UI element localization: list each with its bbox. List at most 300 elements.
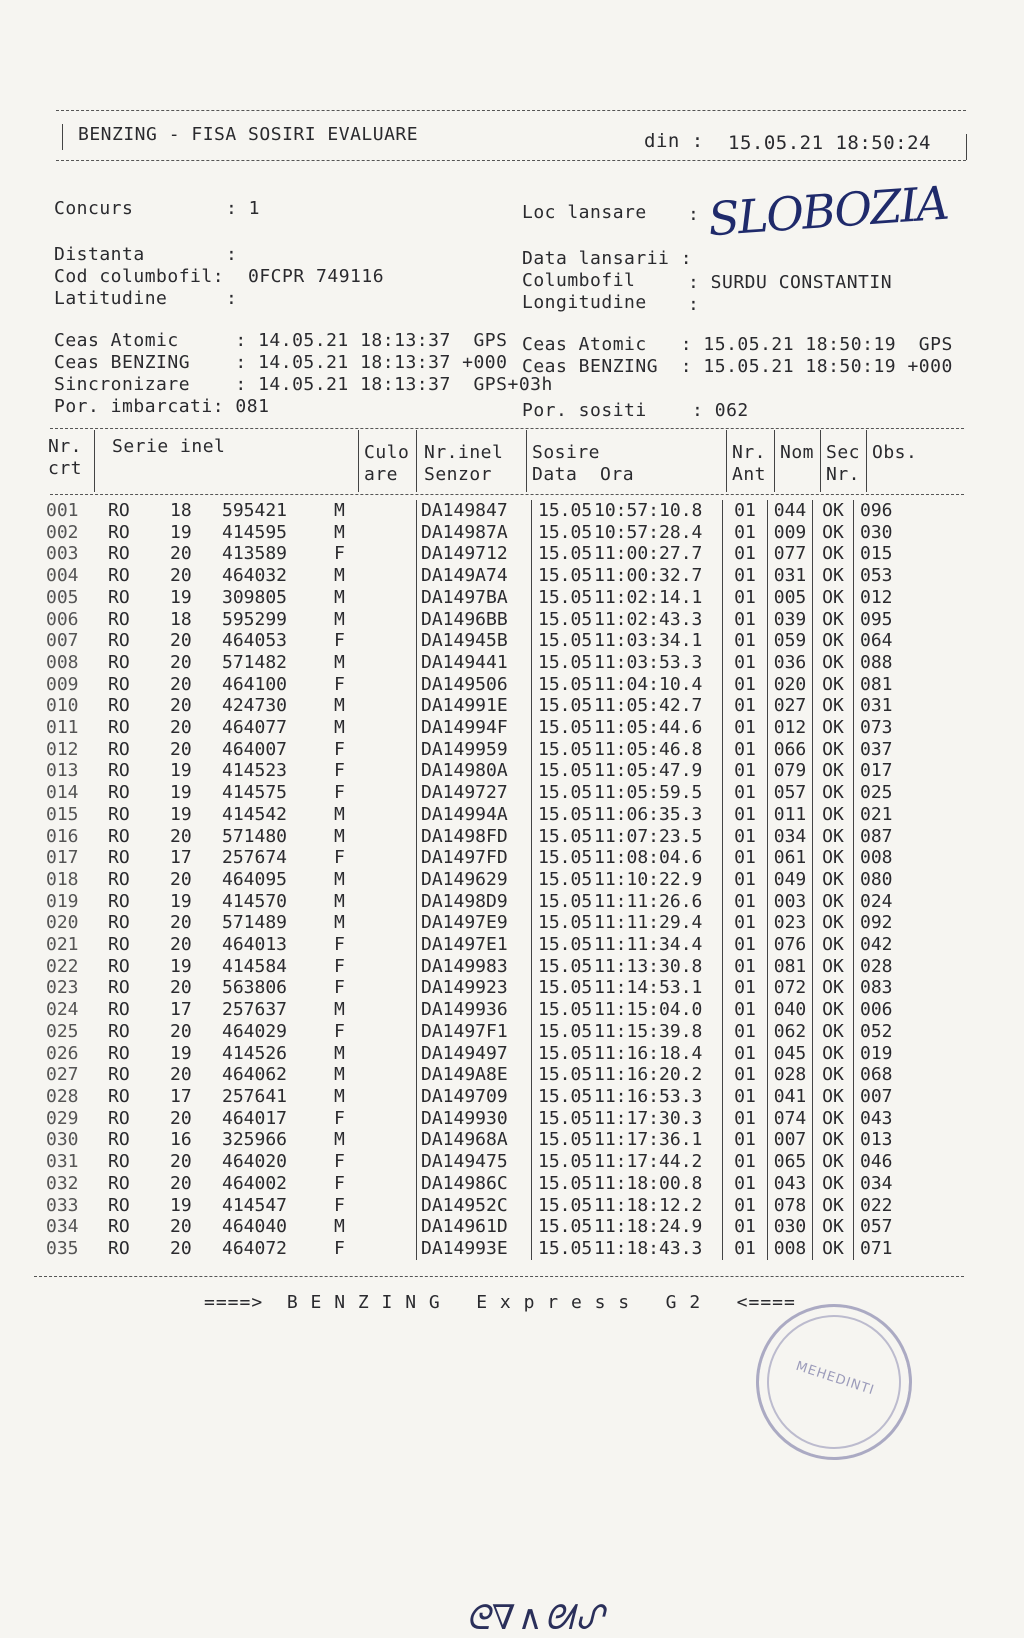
ceas-benzing-start: Ceas BENZING : 14.05.21 18:13:37 +000 — [54, 352, 508, 373]
col-divider — [774, 430, 775, 492]
sector-status: OK — [813, 1238, 854, 1260]
nominated-rank: 079 — [768, 760, 813, 782]
ring-country: RO — [108, 1237, 130, 1259]
observation: 006 — [854, 999, 921, 1021]
sensor-id: DA149959 — [417, 739, 532, 761]
nominated-rank: 009 — [768, 522, 813, 544]
nominated-rank: 005 — [768, 587, 813, 609]
sector-status: OK — [813, 1151, 854, 1173]
ring-year: 19 — [170, 782, 192, 804]
col-divider — [820, 430, 821, 492]
sensor-id: DA1498D9 — [417, 891, 532, 913]
arrival-date: 15.05 — [532, 1173, 595, 1195]
sector-status: OK — [813, 1064, 854, 1086]
ring-year: 20 — [170, 565, 192, 587]
header-right-bar — [966, 134, 967, 160]
pigeon-sex: F — [334, 1151, 345, 1173]
row-number: 027 — [46, 1064, 79, 1086]
pigeon-sex: M — [334, 1042, 345, 1064]
arrival-date: 15.05 — [532, 565, 595, 587]
table-row — [46, 912, 920, 934]
pigeon-color — [398, 826, 417, 848]
antenna-number: 01 — [723, 652, 768, 674]
pigeon-color — [398, 674, 417, 696]
col-divider — [358, 430, 359, 492]
pigeon-sex: F — [334, 630, 345, 652]
table-row — [46, 1021, 920, 1043]
pigeon-sex: F — [334, 955, 345, 977]
row-number: 029 — [46, 1107, 79, 1129]
table-row — [46, 826, 920, 848]
arrival-time: 11:16:20.2 — [594, 1064, 703, 1086]
sensor-id: DA1497BA — [417, 587, 532, 609]
arrival-date: 15.05 — [532, 912, 595, 934]
observation: 021 — [854, 804, 921, 826]
ring-year: 20 — [170, 1172, 192, 1194]
col-nr-crt: Nr. crt — [48, 436, 83, 479]
arrival-date: 15.05 — [532, 760, 595, 782]
ring-country: RO — [108, 695, 130, 717]
arrival-time: 11:14:53.1 — [594, 977, 703, 999]
table-row — [46, 609, 920, 631]
ring-number: 464029 — [222, 1020, 288, 1042]
nominated-rank: 012 — [768, 717, 813, 739]
ceas-atomic-end: Ceas Atomic : 15.05.21 18:50:19 GPS — [522, 334, 953, 355]
observation: 083 — [854, 977, 921, 999]
antenna-number: 01 — [723, 609, 768, 631]
ring-number: 424730 — [222, 695, 288, 717]
row-number: 002 — [46, 521, 79, 543]
pigeon-color — [398, 565, 417, 587]
arrival-time: 11:18:12.2 — [594, 1194, 703, 1216]
ring-number: 595299 — [222, 608, 288, 630]
row-number: 016 — [46, 825, 79, 847]
ring-year: 19 — [170, 1194, 192, 1216]
columbofil-label: Columbofil — [522, 270, 636, 291]
nominated-rank: 036 — [768, 652, 813, 674]
arrival-date: 15.05 — [532, 1064, 595, 1086]
sensor-id: DA1497F1 — [417, 1021, 532, 1043]
arrival-time: 11:03:53.3 — [594, 651, 703, 673]
row-number: 005 — [46, 586, 79, 608]
ring-year: 20 — [170, 912, 192, 934]
ring-year: 20 — [170, 651, 192, 673]
nominated-rank: 031 — [768, 565, 813, 587]
pigeon-color — [398, 977, 417, 999]
row-number: 018 — [46, 868, 79, 890]
sensor-id: DA149727 — [417, 782, 532, 804]
ring-country: RO — [108, 760, 130, 782]
ring-year: 20 — [170, 934, 192, 956]
antenna-number: 01 — [723, 869, 768, 891]
arrival-time: 11:05:46.8 — [594, 738, 703, 760]
row-number: 028 — [46, 1085, 79, 1107]
table-row — [46, 565, 920, 587]
ring-year: 20 — [170, 1237, 192, 1259]
ring-year: 20 — [170, 673, 192, 695]
sector-status: OK — [813, 1216, 854, 1238]
header-left-bar — [62, 124, 63, 150]
row-number: 017 — [46, 847, 79, 869]
sector-status: OK — [813, 804, 854, 826]
sector-status: OK — [813, 782, 854, 804]
ring-country: RO — [108, 1194, 130, 1216]
sensor-id: DA14987A — [417, 522, 532, 544]
pigeon-sex: F — [334, 673, 345, 695]
sector-status: OK — [813, 652, 854, 674]
sector-status: OK — [813, 847, 854, 869]
observation: 064 — [854, 630, 921, 652]
pigeon-color — [398, 695, 417, 717]
pigeon-sex: M — [334, 651, 345, 673]
ring-year: 20 — [170, 868, 192, 890]
ring-country: RO — [108, 1085, 130, 1107]
pigeon-color — [398, 760, 417, 782]
ring-year: 20 — [170, 717, 192, 739]
sensor-id: DA149847 — [417, 500, 532, 522]
ring-country: RO — [108, 565, 130, 587]
observation: 095 — [854, 609, 921, 631]
sensor-id: DA149936 — [417, 999, 532, 1021]
ring-country: RO — [108, 1064, 130, 1086]
ring-country: RO — [108, 825, 130, 847]
nominated-rank: 049 — [768, 869, 813, 891]
pigeon-color — [398, 1173, 417, 1195]
ring-number: 309805 — [222, 586, 288, 608]
arrival-time: 11:11:29.4 — [594, 912, 703, 934]
sensor-id: DA149475 — [417, 1151, 532, 1173]
sensor-id: DA149A8E — [417, 1064, 532, 1086]
ring-country: RO — [108, 543, 130, 565]
table-row — [46, 1064, 920, 1086]
cod-value: 0FCPR 749116 — [248, 266, 385, 287]
header-top-border — [56, 110, 966, 111]
table-row — [46, 999, 920, 1021]
ring-number: 464013 — [222, 934, 288, 956]
nominated-rank: 028 — [768, 1064, 813, 1086]
pigeon-sex: M — [334, 717, 345, 739]
row-number: 007 — [46, 630, 79, 652]
observation: 012 — [854, 587, 921, 609]
arrival-time: 11:00:32.7 — [594, 565, 703, 587]
arrival-time: 11:11:26.6 — [594, 890, 703, 912]
sector-status: OK — [813, 1043, 854, 1065]
antenna-number: 01 — [723, 891, 768, 913]
ring-number: 464095 — [222, 868, 288, 890]
antenna-number: 01 — [723, 739, 768, 761]
sector-status: OK — [813, 869, 854, 891]
pigeon-sex: M — [334, 803, 345, 825]
observation: 057 — [854, 1216, 921, 1238]
ring-country: RO — [108, 803, 130, 825]
pigeon-color — [398, 1043, 417, 1065]
pigeon-sex: M — [334, 1064, 345, 1086]
arrival-date: 15.05 — [532, 782, 595, 804]
sector-status: OK — [813, 1195, 854, 1217]
pigeon-color — [398, 1021, 417, 1043]
sector-status: OK — [813, 891, 854, 913]
observation: 025 — [854, 782, 921, 804]
ring-year: 20 — [170, 738, 192, 760]
table-row — [46, 630, 920, 652]
concurs-value: : 1 — [226, 198, 261, 219]
col-divider — [94, 430, 95, 492]
pigeon-sex: F — [334, 543, 345, 565]
antenna-number: 01 — [723, 1021, 768, 1043]
sensor-id: DA14945B — [417, 630, 532, 652]
row-number: 034 — [46, 1216, 79, 1238]
table-row — [46, 1129, 920, 1151]
arrival-time: 11:08:04.6 — [594, 847, 703, 869]
observation: 087 — [854, 826, 921, 848]
pigeon-sex: F — [334, 760, 345, 782]
ring-year: 20 — [170, 630, 192, 652]
arrival-date: 15.05 — [532, 847, 595, 869]
pigeon-sex: F — [334, 1020, 345, 1042]
pigeon-sex: M — [334, 565, 345, 587]
table-row — [46, 1173, 920, 1195]
row-number: 022 — [46, 955, 79, 977]
sensor-id: DA149497 — [417, 1043, 532, 1065]
sensor-id: DA14961D — [417, 1216, 532, 1238]
sensor-id: DA149709 — [417, 1086, 532, 1108]
loc-lansare-label: Loc lansare — [522, 202, 647, 223]
sensor-id: DA14994A — [417, 804, 532, 826]
pigeon-sex: F — [334, 1237, 345, 1259]
arrival-time: 11:05:44.6 — [594, 717, 703, 739]
row-number: 004 — [46, 565, 79, 587]
arrival-date: 15.05 — [532, 609, 595, 631]
sensor-id: DA149A74 — [417, 565, 532, 587]
arrival-date: 15.05 — [532, 674, 595, 696]
pigeon-color — [398, 891, 417, 913]
concurs-label: Concurs — [54, 198, 134, 219]
nominated-rank: 081 — [768, 956, 813, 978]
nominated-rank: 059 — [768, 630, 813, 652]
ceas-atomic-start: Ceas Atomic : 14.05.21 18:13:37 GPS — [54, 330, 508, 351]
ring-country: RO — [108, 1216, 130, 1238]
ring-year: 19 — [170, 586, 192, 608]
ring-year: 18 — [170, 500, 192, 521]
sector-status: OK — [813, 912, 854, 934]
col-divider — [726, 430, 727, 492]
ring-country: RO — [108, 586, 130, 608]
col-culoare: Culo are — [364, 442, 410, 485]
sector-status: OK — [813, 1086, 854, 1108]
ring-year: 20 — [170, 543, 192, 565]
sensor-id: DA149506 — [417, 674, 532, 696]
col-sosire: Sosire Data Ora — [532, 442, 635, 485]
observation: 030 — [854, 522, 921, 544]
observation: 008 — [854, 847, 921, 869]
arrival-time: 11:05:47.9 — [594, 760, 703, 782]
sensor-id: DA14994F — [417, 717, 532, 739]
pigeon-sex: M — [334, 912, 345, 934]
antenna-number: 01 — [723, 1173, 768, 1195]
arrival-time: 11:17:30.3 — [594, 1107, 703, 1129]
antenna-number: 01 — [723, 912, 768, 934]
ring-number: 464032 — [222, 565, 288, 587]
sensor-id: DA149712 — [417, 543, 532, 565]
arrival-date: 15.05 — [532, 587, 595, 609]
table-row — [46, 543, 920, 565]
row-number: 032 — [46, 1172, 79, 1194]
pigeon-sex: M — [334, 999, 345, 1021]
row-number: 024 — [46, 999, 79, 1021]
ring-number: 571489 — [222, 912, 288, 934]
col-sec-nr: Sec Nr. — [826, 442, 861, 485]
arrival-date: 15.05 — [532, 977, 595, 999]
observation: 052 — [854, 1021, 921, 1043]
table-row — [46, 500, 920, 522]
porumbei-imbarcati: Por. imbarcati: 081 — [54, 396, 270, 417]
col-divider — [526, 430, 527, 492]
arrival-time: 11:18:43.3 — [594, 1237, 703, 1259]
nominated-rank: 023 — [768, 912, 813, 934]
arrivals-table-body — [46, 500, 920, 1260]
ring-number: 414584 — [222, 955, 288, 977]
sensor-id: DA149629 — [417, 869, 532, 891]
ring-country: RO — [108, 1020, 130, 1042]
arrival-date: 15.05 — [532, 652, 595, 674]
arrival-date: 15.05 — [532, 1216, 595, 1238]
table-row — [46, 977, 920, 999]
ring-country: RO — [108, 1129, 130, 1151]
ring-country: RO — [108, 651, 130, 673]
antenna-number: 01 — [723, 500, 768, 522]
antenna-number: 01 — [723, 1086, 768, 1108]
nominated-rank: 007 — [768, 1129, 813, 1151]
sensor-id: DA14968A — [417, 1129, 532, 1151]
ring-country: RO — [108, 890, 130, 912]
ring-year: 20 — [170, 825, 192, 847]
row-number: 009 — [46, 673, 79, 695]
cod-label: Cod columbofil: — [54, 266, 225, 287]
ring-country: RO — [108, 1042, 130, 1064]
sensor-id: DA14952C — [417, 1195, 532, 1217]
sector-status: OK — [813, 1108, 854, 1130]
nominated-rank: 078 — [768, 1195, 813, 1217]
ring-year: 16 — [170, 1129, 192, 1151]
antenna-number: 01 — [723, 934, 768, 956]
arrival-time: 11:04:10.4 — [594, 673, 703, 695]
stamp-text: MEHEDINTI — [793, 1358, 877, 1399]
arrival-date: 15.05 — [532, 1086, 595, 1108]
ring-country: RO — [108, 847, 130, 869]
pigeon-color — [398, 782, 417, 804]
arrival-date: 15.05 — [532, 543, 595, 565]
sector-status: OK — [813, 630, 854, 652]
observation: 096 — [854, 500, 921, 522]
pigeon-color — [398, 804, 417, 826]
sensor-id: DA149983 — [417, 956, 532, 978]
sector-status: OK — [813, 760, 854, 782]
pigeon-color — [398, 1064, 417, 1086]
nominated-rank: 020 — [768, 674, 813, 696]
nominated-rank: 061 — [768, 847, 813, 869]
ring-country: RO — [108, 717, 130, 739]
arrival-date: 15.05 — [532, 500, 595, 522]
sensor-id: DA1496BB — [417, 609, 532, 631]
ring-year: 18 — [170, 608, 192, 630]
row-number: 013 — [46, 760, 79, 782]
observation: 042 — [854, 934, 921, 956]
ring-number: 571480 — [222, 825, 288, 847]
nominated-rank: 011 — [768, 804, 813, 826]
antenna-number: 01 — [723, 543, 768, 565]
pigeon-sex: M — [334, 521, 345, 543]
ring-number: 464053 — [222, 630, 288, 652]
arrival-time: 10:57:28.4 — [594, 521, 703, 543]
ring-number: 464017 — [222, 1107, 288, 1129]
pigeon-sex: M — [334, 695, 345, 717]
sector-status: OK — [813, 565, 854, 587]
row-number: 003 — [46, 543, 79, 565]
print-timestamp: 15.05.21 18:50:24 — [728, 132, 931, 154]
antenna-number: 01 — [723, 565, 768, 587]
sector-status: OK — [813, 956, 854, 978]
pigeon-color — [398, 934, 417, 956]
arrival-date: 15.05 — [532, 695, 595, 717]
observation: 081 — [854, 674, 921, 696]
table-row — [46, 1043, 920, 1065]
sensor-id: DA1497FD — [417, 847, 532, 869]
table-row — [46, 847, 920, 869]
pigeon-sex: F — [334, 1194, 345, 1216]
sector-status: OK — [813, 1021, 854, 1043]
observation: 013 — [854, 1129, 921, 1151]
arrival-date: 15.05 — [532, 1151, 595, 1173]
col-divider — [866, 430, 867, 492]
sheet-title: BENZING - FISA SOSIRI EVALUARE — [78, 124, 419, 145]
row-number: 012 — [46, 738, 79, 760]
ring-number: 414575 — [222, 782, 288, 804]
pigeon-color — [398, 1108, 417, 1130]
arrival-time: 11:05:59.5 — [594, 782, 703, 804]
observation: 068 — [854, 1064, 921, 1086]
pigeon-color — [398, 739, 417, 761]
arrival-time: 11:07:23.5 — [594, 825, 703, 847]
ring-country: RO — [108, 521, 130, 543]
antenna-number: 01 — [723, 717, 768, 739]
nominated-rank: 072 — [768, 977, 813, 999]
distanta-value: : — [226, 244, 238, 265]
ring-country: RO — [108, 1107, 130, 1129]
row-number: 010 — [46, 695, 79, 717]
observation: 019 — [854, 1043, 921, 1065]
data-lansarii-label: Data lansarii : — [522, 248, 693, 269]
antenna-number: 01 — [723, 760, 768, 782]
nominated-rank: 044 — [768, 500, 813, 522]
row-number: 031 — [46, 1151, 79, 1173]
arrival-time: 11:05:42.7 — [594, 695, 703, 717]
ring-year: 17 — [170, 847, 192, 869]
sincronizare: Sincronizare : 14.05.21 18:13:37 GPS+03h — [54, 374, 553, 395]
arrival-time: 11:02:43.3 — [594, 608, 703, 630]
antenna-number: 01 — [723, 522, 768, 544]
table-header-bottom-border — [50, 494, 964, 495]
sector-status: OK — [813, 522, 854, 544]
nominated-rank: 041 — [768, 1086, 813, 1108]
ring-number: 464077 — [222, 717, 288, 739]
handwritten-release-site: SLOBOZIA — [706, 175, 950, 247]
nominated-rank: 027 — [768, 695, 813, 717]
device-footer: ====> B E N Z I N G E x p r e s s G 2 <==== — [204, 1292, 796, 1313]
antenna-number: 01 — [723, 695, 768, 717]
pigeon-sex: F — [334, 1172, 345, 1194]
antenna-number: 01 — [723, 977, 768, 999]
col-divider — [416, 430, 417, 492]
